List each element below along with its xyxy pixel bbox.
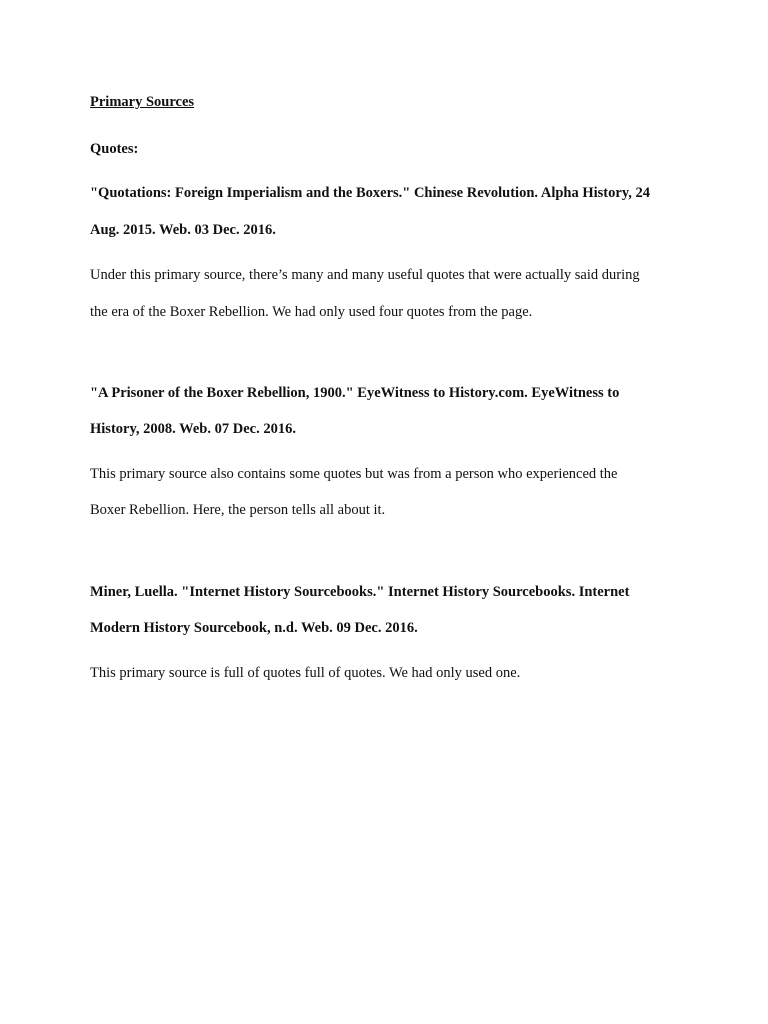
note-2-line-2: Boxer Rebellion. Here, the person tells all about it. [90, 502, 386, 518]
citation-2-line-1: "A Prisoner of the Boxer Rebellion, 1900." EyeWitness to History.com. EyeWitness to [90, 385, 620, 401]
citation-2-line-2: History, 2008. Web. 07 Dec. 2016. [90, 421, 296, 437]
citation-3-line-1: Miner, Luella. "Internet History Sourcebooks." Internet History Sourcebooks. Internet [90, 584, 630, 600]
note-1-line-2: the era of the Boxer Rebellion. We had only used four quotes from the page. [90, 304, 533, 320]
citation-3-line-2: Modern History Sourcebook, n.d. Web. 09 Dec. 2016. [90, 620, 418, 636]
section-heading-quotes: Quotes: [90, 141, 139, 157]
note-1-line-1: Under this primary source, there’s many and many useful quotes that were actually said during [90, 267, 640, 283]
note-2-line-1: This primary source also contains some quotes but was from a person who experienced the [90, 466, 618, 482]
citation-1-line-1: "Quotations: Foreign Imperialism and the Boxers." Chinese Revolution. Alpha History, 24 [90, 185, 651, 201]
page-title: Primary Sources [90, 94, 195, 110]
citation-1-line-2: Aug. 2015. Web. 03 Dec. 2016. [90, 222, 276, 238]
note-3-line-1: This primary source is full of quotes full of quotes. We had only used one. [90, 665, 521, 681]
